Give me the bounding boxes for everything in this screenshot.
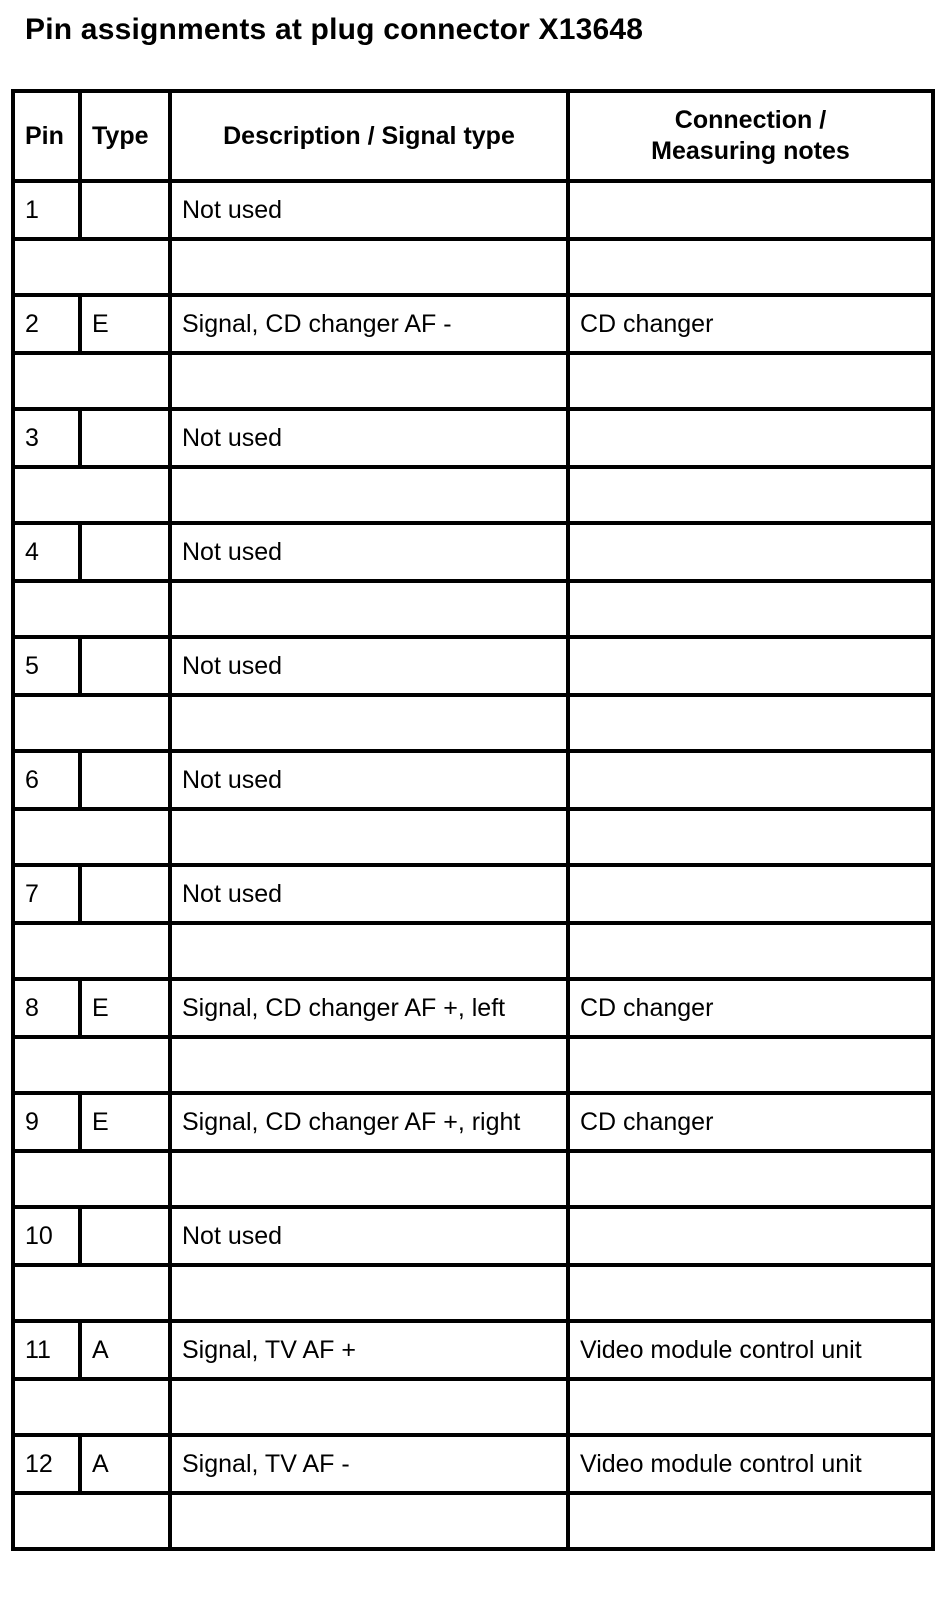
spacer-cell-connection <box>568 923 933 979</box>
cell-type: A <box>80 1435 170 1493</box>
cell-pin: 8 <box>13 979 80 1037</box>
table-row <box>13 979 933 1037</box>
cell-description: Not used <box>170 181 568 239</box>
cell-pin: 1 <box>13 181 80 239</box>
cell-type <box>80 523 170 581</box>
spacer-cell-description <box>170 467 568 523</box>
spacer-cell-pin-type <box>13 1493 170 1549</box>
column-header-connection <box>568 91 933 181</box>
table-spacer-row <box>13 239 933 295</box>
cell-connection <box>568 637 933 695</box>
cell-connection: CD changer <box>568 1093 933 1151</box>
table-row <box>13 1435 933 1493</box>
spacer-cell-description <box>170 353 568 409</box>
table-body <box>13 181 933 1549</box>
cell-description: Signal, TV AF + <box>170 1321 568 1379</box>
cell-pin: 2 <box>13 295 80 353</box>
table-spacer-row <box>13 581 933 637</box>
cell-description: Not used <box>170 523 568 581</box>
cell-pin: 4 <box>13 523 80 581</box>
cell-description: Signal, CD changer AF +, right <box>170 1093 568 1151</box>
spacer-cell-description <box>170 1379 568 1435</box>
table-spacer-row <box>13 695 933 751</box>
spacer-cell-connection <box>568 1379 933 1435</box>
column-header-description: Description / Signal type <box>170 91 568 181</box>
spacer-cell-connection <box>568 1151 933 1207</box>
spacer-cell-description <box>170 581 568 637</box>
cell-description: Not used <box>170 409 568 467</box>
spacer-cell-pin-type <box>13 809 170 865</box>
table-row <box>13 1093 933 1151</box>
table-row <box>13 295 933 353</box>
cell-connection <box>568 751 933 809</box>
table-row <box>13 1321 933 1379</box>
spacer-cell-connection <box>568 239 933 295</box>
cell-description: Not used <box>170 637 568 695</box>
table-row <box>13 1207 933 1265</box>
cell-type <box>80 751 170 809</box>
table-spacer-row <box>13 353 933 409</box>
cell-type: A <box>80 1321 170 1379</box>
cell-type <box>80 637 170 695</box>
table-spacer-row <box>13 809 933 865</box>
spacer-cell-connection <box>568 353 933 409</box>
table-row <box>13 751 933 809</box>
table-spacer-row <box>13 1151 933 1207</box>
spacer-cell-connection <box>568 1493 933 1549</box>
spacer-cell-pin-type <box>13 239 170 295</box>
table-row <box>13 409 933 467</box>
cell-connection: CD changer <box>568 295 933 353</box>
spacer-cell-description <box>170 695 568 751</box>
cell-pin: 11 <box>13 1321 80 1379</box>
cell-type <box>80 865 170 923</box>
spacer-cell-connection <box>568 1037 933 1093</box>
table-row <box>13 523 933 581</box>
cell-pin: 12 <box>13 1435 80 1493</box>
spacer-cell-pin-type <box>13 353 170 409</box>
cell-connection <box>568 409 933 467</box>
spacer-cell-pin-type <box>13 1265 170 1321</box>
spacer-cell-description <box>170 1151 568 1207</box>
cell-description: Not used <box>170 865 568 923</box>
spacer-cell-connection <box>568 1265 933 1321</box>
table-spacer-row <box>13 1037 933 1093</box>
spacer-cell-pin-type <box>13 1151 170 1207</box>
table-spacer-row <box>13 1493 933 1549</box>
spacer-cell-description <box>170 1037 568 1093</box>
page-title: Pin assignments at plug connector X13648 <box>25 13 644 46</box>
cell-pin: 10 <box>13 1207 80 1265</box>
cell-connection: CD changer <box>568 979 933 1037</box>
cell-description: Signal, CD changer AF +, left <box>170 979 568 1037</box>
table-header-row <box>13 91 933 181</box>
column-header-connection-line1: Connection / <box>674 106 827 134</box>
cell-type <box>80 409 170 467</box>
column-header-pin: Pin <box>13 91 80 181</box>
table-spacer-row <box>13 467 933 523</box>
cell-type <box>80 181 170 239</box>
cell-pin: 9 <box>13 1093 80 1151</box>
cell-type: E <box>80 295 170 353</box>
cell-description: Not used <box>170 1207 568 1265</box>
cell-connection <box>568 523 933 581</box>
spacer-cell-pin-type <box>13 1037 170 1093</box>
cell-pin: 5 <box>13 637 80 695</box>
cell-connection <box>568 865 933 923</box>
cell-type: E <box>80 1093 170 1151</box>
column-header-type: Type <box>80 91 170 181</box>
spacer-cell-connection <box>568 467 933 523</box>
spacer-cell-pin-type <box>13 581 170 637</box>
cell-type: E <box>80 979 170 1037</box>
cell-type <box>80 1207 170 1265</box>
table-row <box>13 637 933 695</box>
spacer-cell-pin-type <box>13 923 170 979</box>
spacer-cell-description <box>170 239 568 295</box>
table-row <box>13 865 933 923</box>
cell-connection: Video module control unit <box>568 1321 933 1379</box>
cell-pin: 6 <box>13 751 80 809</box>
table-spacer-row <box>13 1265 933 1321</box>
cell-connection <box>568 1207 933 1265</box>
spacer-cell-pin-type <box>13 1379 170 1435</box>
cell-connection: Video module control unit <box>568 1435 933 1493</box>
spacer-cell-description <box>170 809 568 865</box>
table-spacer-row <box>13 923 933 979</box>
spacer-cell-pin-type <box>13 695 170 751</box>
cell-description: Signal, CD changer AF - <box>170 295 568 353</box>
pin-assignment-table <box>11 89 935 1551</box>
spacer-cell-description <box>170 1493 568 1549</box>
table-row <box>13 181 933 239</box>
spacer-cell-connection <box>568 695 933 751</box>
column-header-connection-line2: Measuring notes <box>651 137 850 165</box>
cell-connection <box>568 181 933 239</box>
spacer-cell-pin-type <box>13 467 170 523</box>
spacer-cell-connection <box>568 809 933 865</box>
cell-description: Signal, TV AF - <box>170 1435 568 1493</box>
spacer-cell-description <box>170 923 568 979</box>
table-spacer-row <box>13 1379 933 1435</box>
cell-description: Not used <box>170 751 568 809</box>
spacer-cell-connection <box>568 581 933 637</box>
cell-pin: 7 <box>13 865 80 923</box>
spacer-cell-description <box>170 1265 568 1321</box>
cell-pin: 3 <box>13 409 80 467</box>
